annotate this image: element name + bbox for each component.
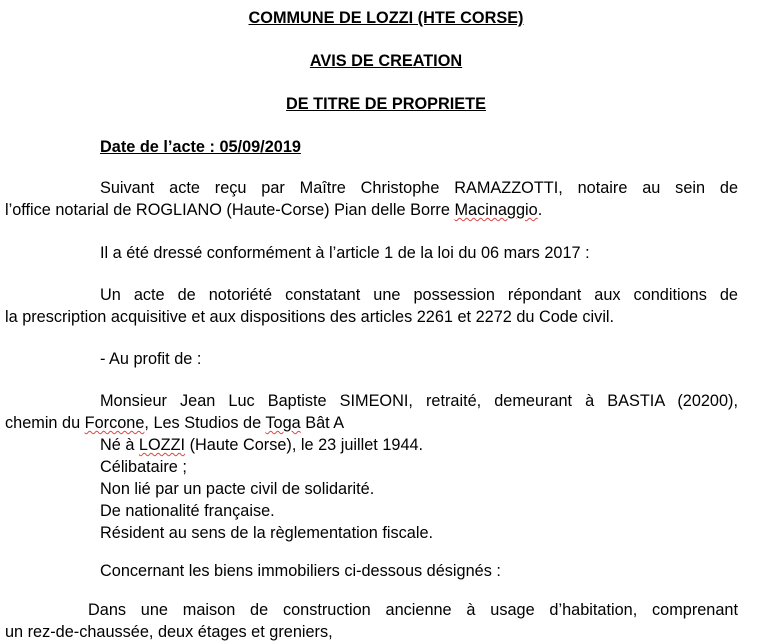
paragraph-notary-line-2-text: l’office notarial de ROGLIANO (Haute-Corse) Pian delle Borre xyxy=(5,201,455,219)
birth-part-2: (Haute Corse), le 23 juillet 1944. xyxy=(185,436,424,454)
spellcheck-word-lozzi: LOZZI xyxy=(138,436,186,454)
paragraph-beneficiary-heading xyxy=(5,348,738,370)
paragraph-beneficiary-line-6: De nationalité française. xyxy=(100,502,275,520)
document-title-titre: DE TITRE DE PROPRIETE xyxy=(286,95,486,113)
paragraph-beneficiary-line-1: Monsieur Jean Luc Baptiste SIMEONI, retraité, demeurant à BASTIA (20200), xyxy=(100,392,738,410)
paragraph-beneficiary-line-7: Résident au sens de la règlementation fiscale. xyxy=(100,524,434,542)
paragraph-property-line-1: Dans une maison de construction ancienne à usage d’habitation, comprenant xyxy=(88,601,738,619)
paragraph-beneficiary-line-5: Non lié par un pacte civil de solidarité. xyxy=(100,480,375,498)
spellcheck-word-forcone: Forcone xyxy=(84,414,145,432)
paragraph-property-heading xyxy=(5,560,738,582)
paragraph-beneficiary-line-4: Célibataire ; xyxy=(100,458,187,476)
paragraph-law xyxy=(5,242,738,264)
act-date: Date de l’acte : 05/09/2019 xyxy=(100,138,301,156)
paragraph-beneficiary-line-3 xyxy=(5,434,738,456)
document-title-avis: AVIS DE CREATION xyxy=(309,52,463,70)
address-part-1: chemin du xyxy=(5,414,85,432)
paragraph-beneficiary xyxy=(5,390,738,544)
paragraph-notary-line-1: Suivant acte reçu par Maître Christophe RAMAZZOTTI, notaire au sein de xyxy=(100,179,738,197)
spellcheck-word-macinaggio: Macinaggio xyxy=(454,201,538,219)
paragraph-notoriety-line-2: la prescription acquisitive et aux dispositions des articles 2261 et 2272 du Code civil. xyxy=(5,308,615,326)
spellcheck-word-toga: Toga xyxy=(265,414,301,432)
paragraph-property-line-2: un rez-de-chaussée, deux étages et greniers, xyxy=(5,623,333,641)
birth-part-1: Né à xyxy=(100,436,139,454)
paragraph-law-line: Il a été dressé conformément à l’article 1 de la loi du 06 mars 2017 : xyxy=(100,244,590,262)
paragraph-beneficiary-heading-line: - Au profit de : xyxy=(100,350,202,368)
address-part-3: Bât A xyxy=(300,414,345,432)
paragraph-notary-line-2 xyxy=(5,199,738,221)
paragraph-property-heading-line: Concernant les biens immobiliers ci-dessous désignés : xyxy=(100,562,501,580)
paragraph-property xyxy=(5,599,738,643)
document-title-commune: COMMUNE DE LOZZI (HTE CORSE) xyxy=(248,9,524,27)
paragraph-notoriety-line-1: Un acte de notoriété constatant une possession répondant aux conditions de xyxy=(100,286,738,304)
paragraph-notary xyxy=(5,177,738,221)
paragraph-notoriety xyxy=(5,284,738,328)
address-part-2: , Les Studios de xyxy=(144,414,266,432)
paragraph-beneficiary-line-2 xyxy=(5,412,738,434)
paragraph-notary-line-2-end: . xyxy=(537,201,543,219)
